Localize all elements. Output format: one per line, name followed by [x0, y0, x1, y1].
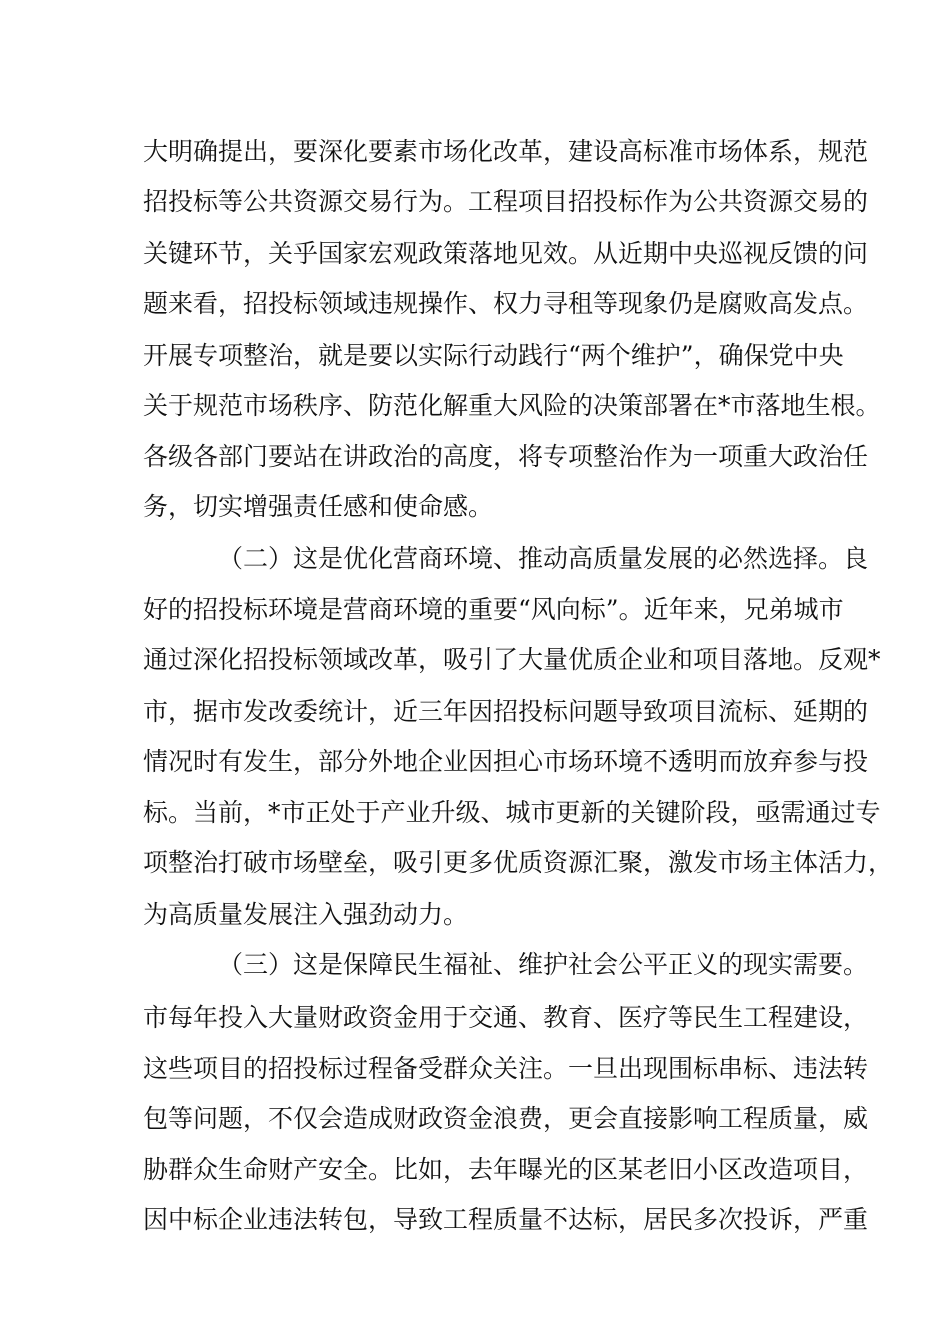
- text-line: 招投标等公共资源交易行为。工程项目招投标作为公共资源交易的: [143, 187, 869, 216]
- text-line: 通过深化招投标领域改革，吸引了大量优质企业和项目落地。反观*: [143, 645, 881, 674]
- text-line: 这些项目的招投标过程备受群众关注。一旦出现围标串标、违法转: [143, 1054, 869, 1083]
- text-line: 包等问题，不仅会造成财政资金浪费，更会直接影响工程质量，威: [143, 1104, 869, 1133]
- text-line: 各级各部门要站在讲政治的高度，将专项整治作为一项重大政治任: [143, 442, 869, 471]
- text-line: 市，据市发改委统计，近三年因招投标问题导致项目流标、延期的: [143, 697, 869, 726]
- text-line: 关于规范市场秩序、防范化解重大风险的决策部署在*市落地生根。: [143, 391, 881, 420]
- text-line: 好的招投标环境是营商环境的重要“风向标”。近年来，兄弟城市: [143, 595, 844, 624]
- text-line: 务，切实增强责任感和使命感。: [143, 492, 494, 521]
- paragraph-heading-3: （三）这是保障民生福祉、维护社会公平正义的现实需要。: [218, 950, 869, 979]
- text-line: 关键环节，关乎国家宏观政策落地见效。从近期中央巡视反馈的问: [143, 239, 869, 268]
- text-line: 题来看，招投标领域违规操作、权力寻租等现象仍是腐败高发点。: [143, 289, 869, 318]
- text-line: 开展专项整治，就是要以实际行动践行“两个维护”，确保党中央: [143, 341, 844, 370]
- paragraph-heading-2: （二）这是优化营商环境、推动高质量发展的必然选择。良: [218, 544, 869, 573]
- text-line: 项整治打破市场壁垒，吸引更多优质资源汇聚，激发市场主体活力，: [143, 848, 894, 877]
- text-line: 胁群众生命财产安全。比如，去年曝光的区某老旧小区改造项目，: [143, 1155, 869, 1184]
- text-line: 因中标企业违法转包，导致工程质量不达标，居民多次投诉，严重: [143, 1205, 869, 1234]
- text-line: 标。当前，*市正处于产业升级、城市更新的关键阶段，亟需通过专: [143, 798, 881, 827]
- text-line: 为高质量发展注入强劲动力。: [143, 900, 469, 929]
- text-line: 情况时有发生，部分外地企业因担心市场环境不透明而放弃参与投: [143, 747, 869, 776]
- text-line: 大明确提出，要深化要素市场化改革，建设高标准市场体系，规范: [143, 137, 869, 166]
- text-line: 市每年投入大量财政资金用于交通、教育、医疗等民生工程建设，: [143, 1003, 869, 1032]
